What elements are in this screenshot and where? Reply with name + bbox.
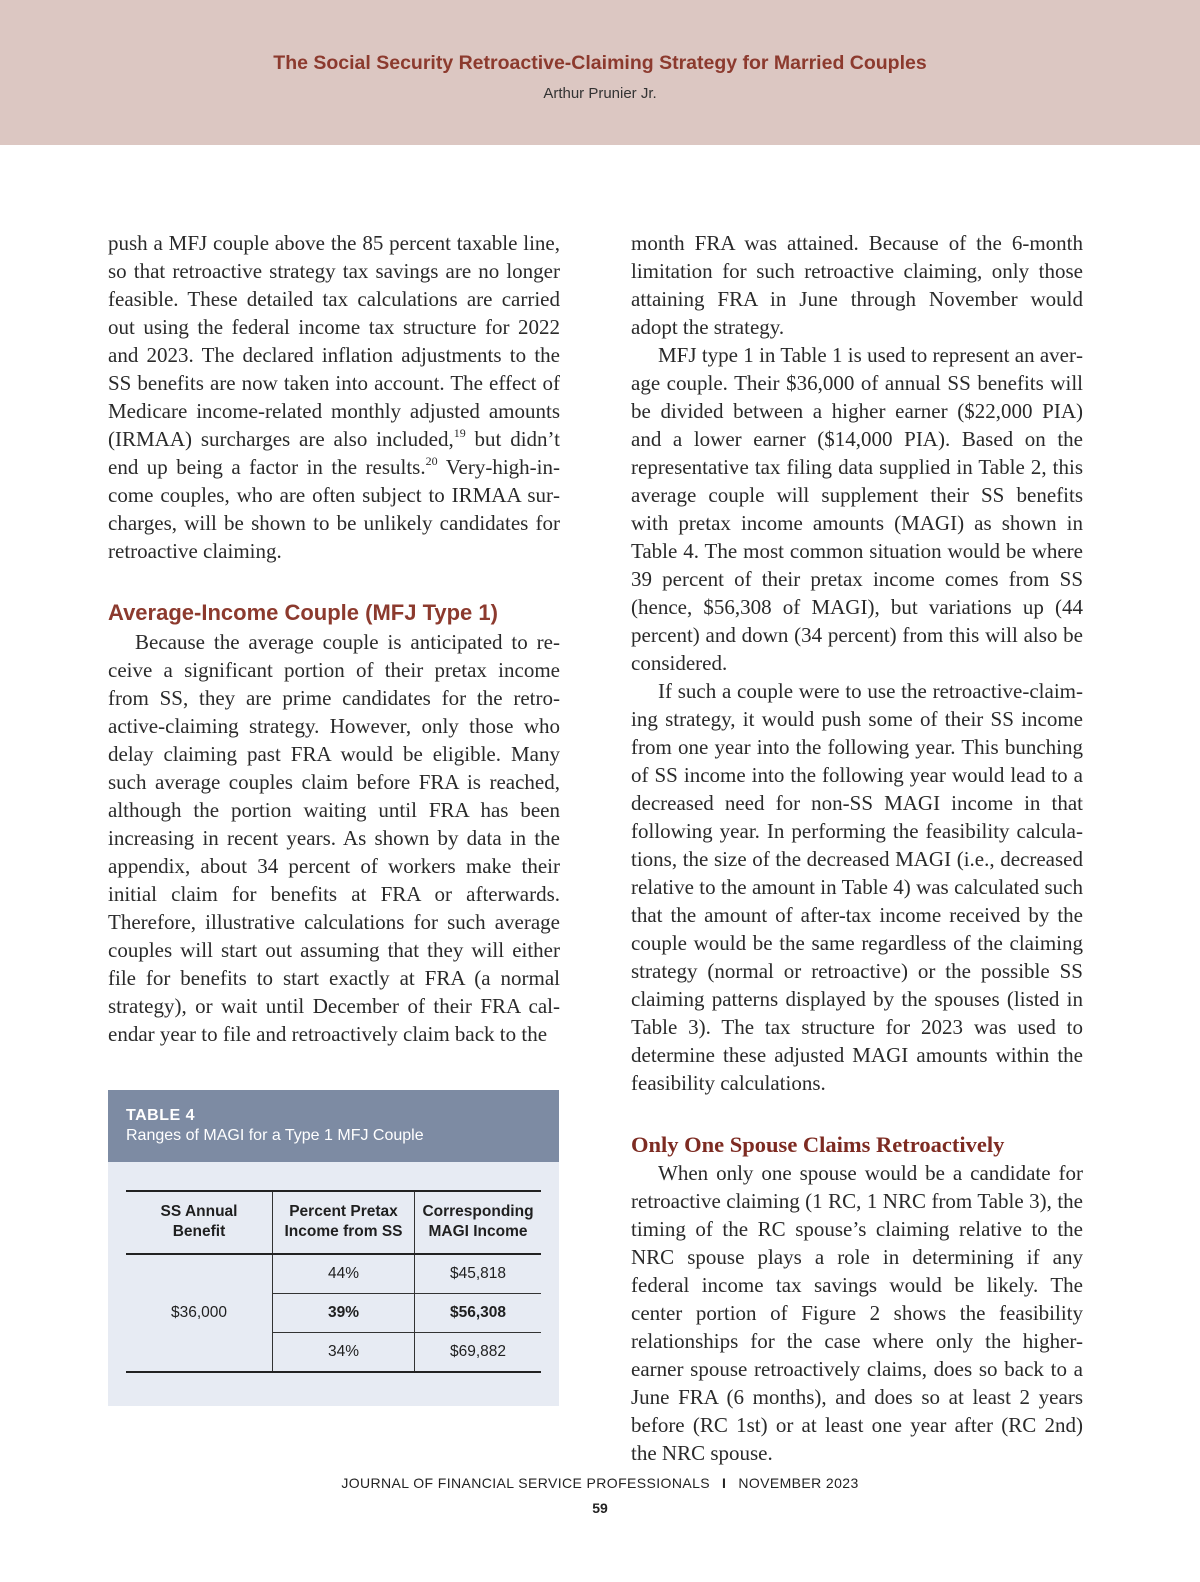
table-number: TABLE 4	[126, 1107, 195, 1124]
footnote-ref[interactable]: 19	[453, 426, 466, 440]
column-header-magi: Corresponding MAGI Income	[415, 1191, 542, 1254]
table-row	[126, 1254, 541, 1294]
footer-journal: JOURNAL OF FINANCIAL SERVICE PROFESSIONALS I NOVEMBER 2023	[341, 1475, 859, 1491]
column-header-ss-benefit: SS Annual Benefit	[126, 1191, 273, 1254]
percent-cell: 39%	[273, 1294, 415, 1333]
article-title: The Social Security Retroactive-Claiming Strategy for Married Couples	[273, 52, 927, 74]
column-header-percent-pretax: Percent Pretax Income from SS	[273, 1191, 415, 1254]
footnote-ref[interactable]: 20	[425, 454, 438, 468]
table-header	[108, 1090, 559, 1162]
left-column	[108, 229, 560, 1048]
paragraph: MFJ type 1 in Table 1 is used to represent an average couple. Their $36,000 of annual SS benefits will be divided between a higher earner ($22,000 PIA) and a lower earner ($14,000 PIA). Based on the representative tax filing data supplied in Table 2, this average couple will supplement their SS benefits with pretax income amounts (MAGI) as shown in Table 4. The most common situation would be where 39 percent of their pretax income comes from SS (hence, $56,308 of MAGI), but variations up (44 percent) and down (34 percent) from this will also be considered.	[631, 343, 1083, 675]
paragraph: If such a couple were to use the retroactive-claiming strategy, it would push some of their SS income from one year into the following year. This bunching of SS income into the following year would lead to a decreased need for non-SS MAGI income in that following year. In performing the feasibility calculations, the size of the decreased MAGI (i.e., decreased relative to the amount in Table 4) was calculated such that the amount of after-tax income received by the couple would be the same regardless of the claiming strategy (normal or retroactive) or the possible SS claiming patterns displayed by the spouses (listed in Table 3). The tax structure for 2023 was used to determine these adjusted MAGI amounts within the feasibility calculations.	[631, 679, 1083, 1095]
page-number: 59	[592, 1500, 608, 1516]
paragraph: push a MFJ couple above the 85 percent taxable line, so that retroactive strategy tax savings are no longer feasible. These detailed tax calculations are carried out using the federal income tax structure for 2022 and 2023. The declared inflation adjustments to the SS benefits are now taken into account. The effect of Medicare income-related monthly adjusted amounts (IRMAA) surcharges are also included,$^{19}$ but didn’t end up being a factor in the results.$^{20}$ Very-high-income couples, who are often subject to IRMAA surcharges, will be shown to be unlikely candidates for retroactive claiming.	[108, 231, 561, 563]
paragraph: month FRA was attained. Because of the 6-month limitation for such retroactive claiming, only those attaining FRA in June through November would adopt the strategy.	[631, 231, 1083, 339]
magi-cell: $69,882	[415, 1333, 542, 1373]
paragraph: Because the average couple is anticipated to receive a significant portion of their pretax income from SS, they are prime candidates for the retroactive-claiming strategy. However, only those who delay claiming past FRA would be eligible. Many such average couples claim before FRA is reached, although the portion waiting until FRA has been increasing in recent years. As shown by data in the appendix, about 34 percent of workers make their initial claim for benefits at FRA or afterwards. Therefore, illustrative calculations for such average couples will start out assuming that they will either file for benefits to start exactly at FRA (a normal strategy), or wait until December of their FRA calendar year to file and retroactively claim back to the	[108, 630, 560, 1046]
table-4-box	[108, 1090, 559, 1406]
percent-cell: 34%	[273, 1333, 415, 1373]
magi-table	[126, 1190, 541, 1373]
percent-cell: 44%	[273, 1254, 415, 1294]
article-author: Arthur Prunier Jr.	[543, 85, 657, 102]
magi-cell: $56,308	[415, 1294, 542, 1333]
right-column	[631, 229, 1083, 1467]
footer-separator: I	[722, 1475, 727, 1491]
ss-benefit-cell: $36,000	[126, 1254, 273, 1372]
magi-cell: $45,818	[415, 1254, 542, 1294]
table-header-row	[126, 1191, 541, 1254]
paragraph: When only one spouse would be a candidate for retroactive claiming (1 RC, 1 NRC from Table 3), the timing of the RC spouse’s claiming relative to the NRC spouse plays a role in determining if any federal income tax savings would be likely. The center portion of Figure 2 shows the feasibility relationships for the case where only the higher-earner spouse retroactively claims, does so back to a June FRA (6 months), and does so at least 2 years before (RC 1st) or at least one year after (RC 2nd) the NRC spouse.	[631, 1161, 1083, 1465]
table-caption: Ranges of MAGI for a Type 1 MFJ Couple	[126, 1127, 424, 1144]
section-heading: Average-Income Couple (MFJ Type 1)	[108, 600, 498, 625]
section-heading: Only One Spouse Claims Retroactively	[631, 1132, 1005, 1157]
